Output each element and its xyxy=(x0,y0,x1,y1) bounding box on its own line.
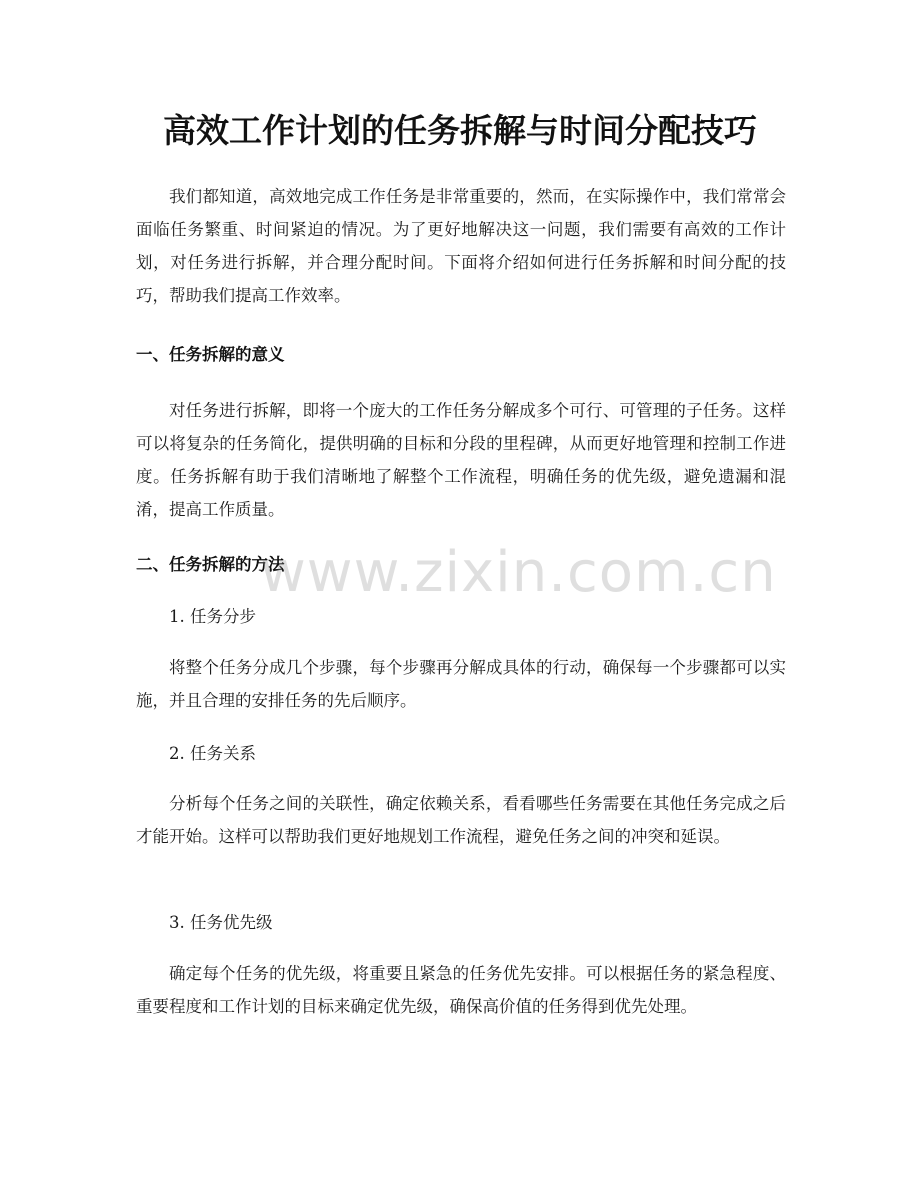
section-heading-1: 一、任务拆解的意义 xyxy=(136,345,285,364)
watermark: www.zixin.com.cn xyxy=(260,540,777,605)
subheading-task-relations: 2. 任务关系 xyxy=(169,744,256,763)
task-relations-paragraph: 分析每个任务之间的关联性，确定依赖关系，看看哪些任务需要在其他任务完成之后才能开始。这样可以帮助我们更好地规划工作流程，避免任务之间的冲突和延误。 xyxy=(136,794,786,846)
subheading-task-steps: 1. 任务分步 xyxy=(169,607,256,626)
section-heading-2: 二、任务拆解的方法 xyxy=(136,555,285,574)
subheading-task-priority: 3. 任务优先级 xyxy=(169,913,273,932)
task-priority-paragraph: 确定每个任务的优先级，将重要且紧急的任务优先安排。可以根据任务的紧急程度、重要程度和工作计划的目标来确定优先级，确保高价值的任务得到优先处理。 xyxy=(136,964,786,1016)
section-1-paragraph: 对任务进行拆解，即将一个庞大的工作任务分解成多个可行、可管理的子任务。这样可以将复杂的任务简化，提供明确的目标和分段的里程碑，从而更好地管理和控制工作进度。任务拆解有助于我们清晰地了解整个工作流程，明确任务的优先级，避免遗漏和混淆，提高工作质量。 xyxy=(136,401,786,519)
page-title: 高效工作计划的任务拆解与时间分配技巧 xyxy=(163,111,757,150)
intro-paragraph: 我们都知道，高效地完成工作任务是非常重要的，然而，在实际操作中，我们常常会面临任务繁重、时间紧迫的情况。为了更好地解决这一问题，我们需要有高效的工作计划，对任务进行拆解，并合理分配时间。下面将介绍如何进行任务拆解和时间分配的技巧，帮助我们提高工作效率。 xyxy=(136,187,786,305)
task-steps-paragraph: 将整个任务分成几个步骤，每个步骤再分解成具体的行动，确保每一个步骤都可以实施，并且合理的安排任务的先后顺序。 xyxy=(136,658,786,710)
